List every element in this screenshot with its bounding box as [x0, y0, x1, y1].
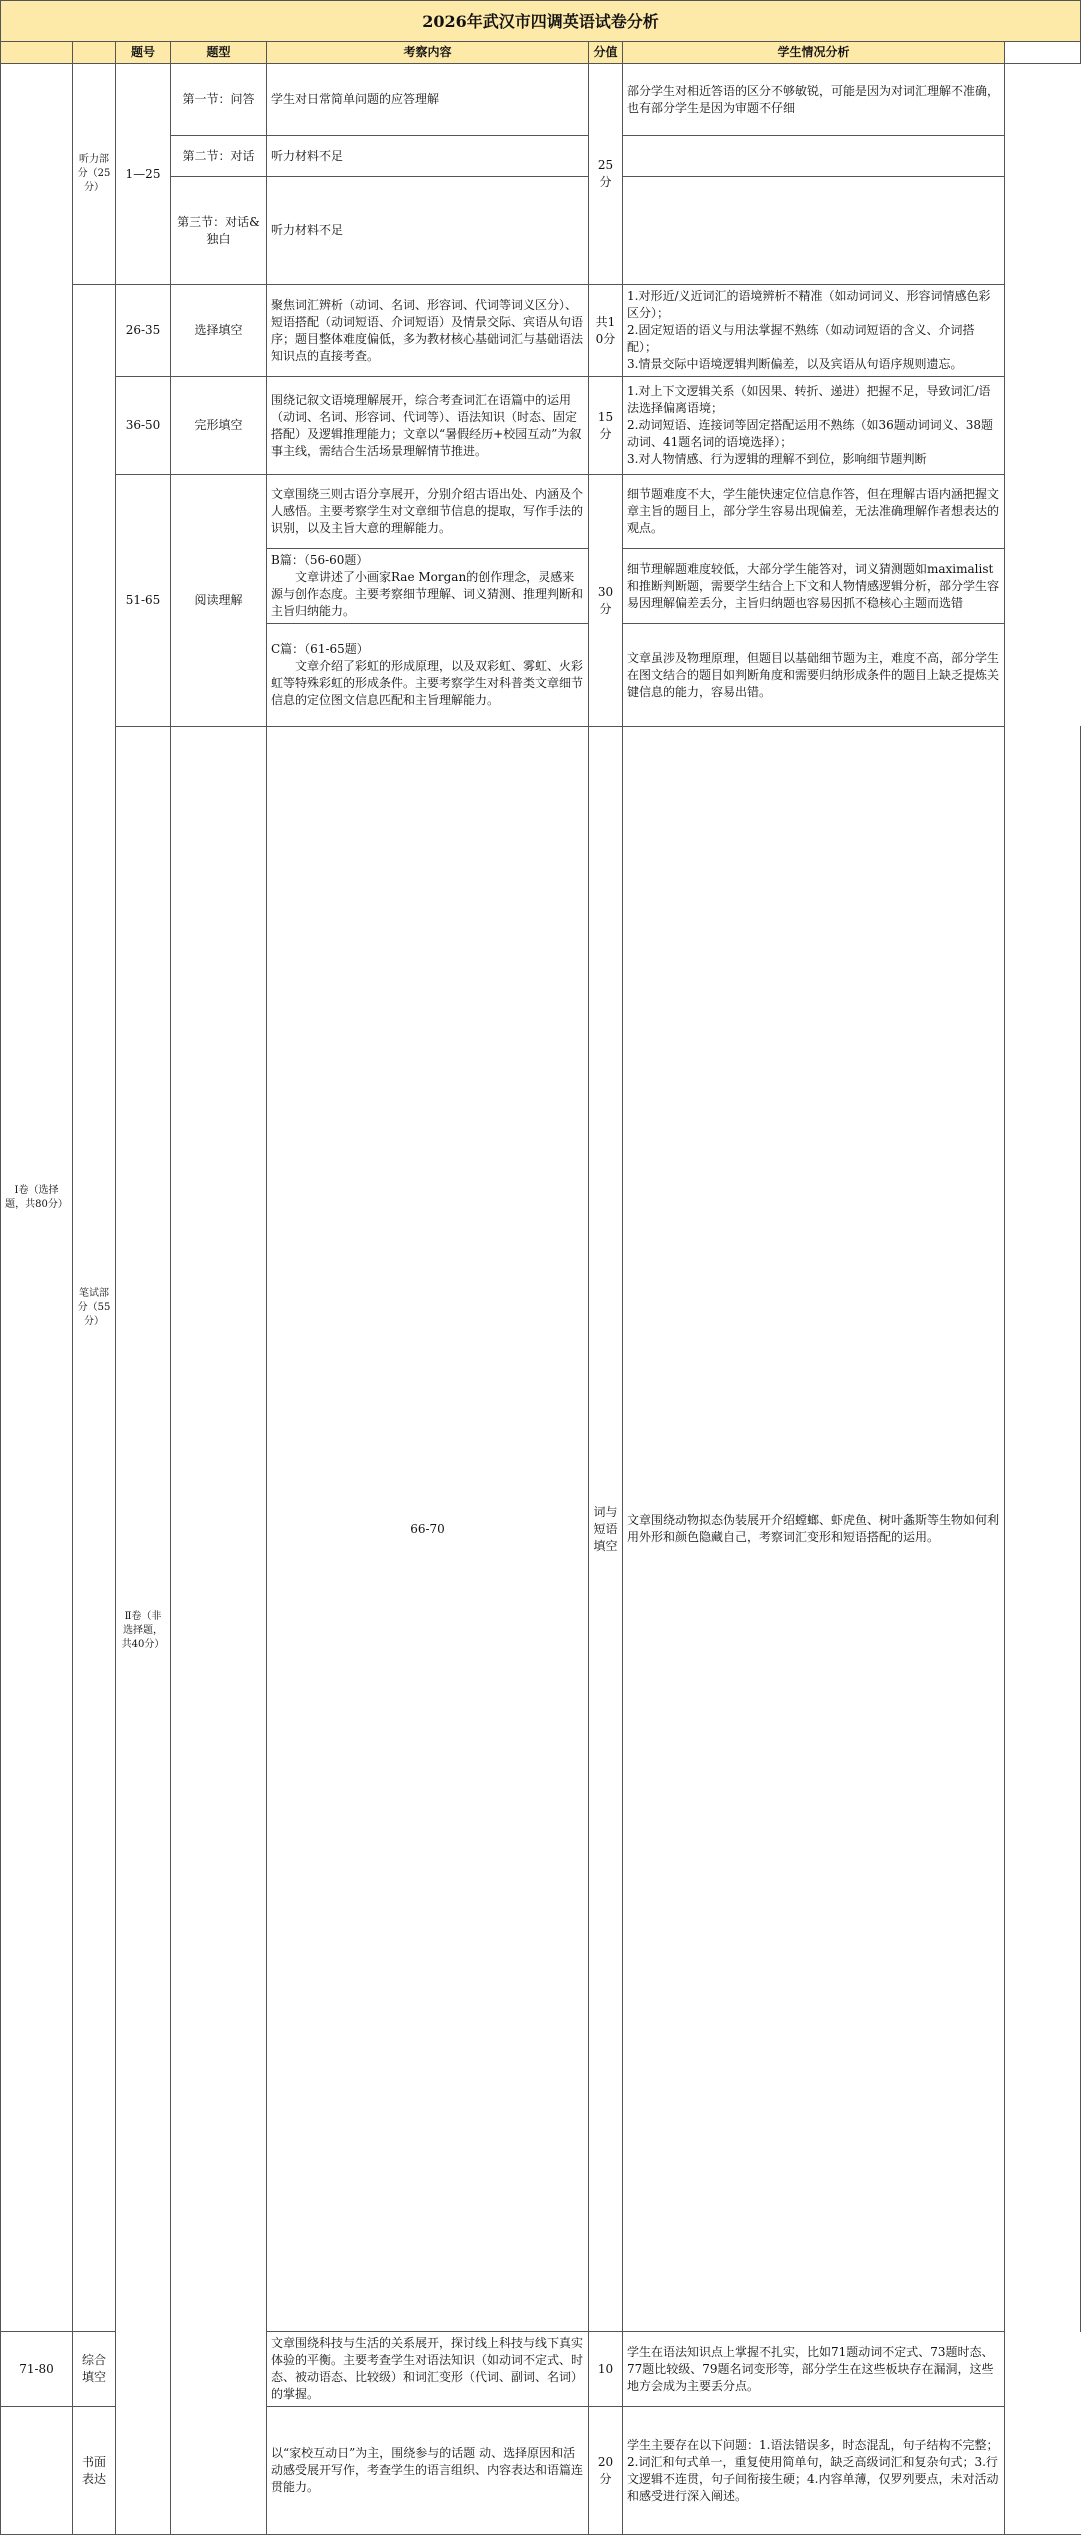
comp-content: 文章围绕科技与生活的关系展开，探讨线上科技与线下真实体验的平衡。主要考查学生对语法知识（如动词不定式、时态、被动语态、比较级）和词汇变形（代词、副词、名词）的掌握。	[267, 2332, 589, 2407]
reading-c-label: C篇：（61-65题）	[271, 642, 369, 656]
comp-score: 10	[589, 2332, 623, 2407]
listening-3-type: 第三节：对话&独白	[171, 177, 267, 285]
reading-b-content	[267, 549, 589, 624]
listening-2-type: 第二节：对话	[171, 136, 267, 177]
listening-2-content: 听力材料不足	[267, 136, 589, 177]
choice-num: 26-35	[116, 285, 171, 377]
listening-score: 25分	[589, 64, 623, 285]
reading-c-analysis: 文章虽涉及物理原理，但题目以基础细节题为主，难度不高，部分学生在图文结合的题目如判断角度和需要归纳形成条件的题目上缺乏提炼关键信息的能力，容易出错。	[623, 624, 1005, 727]
cloze-type: 完形填空	[171, 377, 267, 475]
header-analysis: 学生情况分析	[623, 42, 1005, 64]
comp-type: 综合填空	[73, 2332, 116, 2407]
reading-num: 51-65	[116, 475, 171, 727]
cloze-score: 15分	[589, 377, 623, 475]
header-type: 题型	[171, 42, 267, 64]
comp-analysis: 学生在语法知识点上掌握不扎实，比如71题动词不定式、73题时态、77题比较级、79题名词变形等，部分学生在这些板块存在漏洞，这些地方会成为主要丢分点。	[623, 2332, 1005, 2407]
choice-analysis: 1.对形近/义近词汇的语境辨析不精准（如动词词义、形容词情感色彩区分）； 2.固定短语的语义与用法掌握不熟练（如动词短语的含义、介词搭配）； 3.情景交际中语境逻辑判断偏差，以及宾语从句语序规则遗忘。	[623, 285, 1005, 377]
cloze-num: 36-50	[116, 377, 171, 475]
listening-3-content: 听力材料不足	[267, 177, 589, 285]
reading-a-content: 文章围绕三则古语分享展开，分别介绍古语出处、内涵及个人感悟。主要考察学生对文章细节信息的提取，写作手法的识别，以及主旨大意的理解能力。	[267, 475, 589, 549]
choice-score: 共10分	[589, 285, 623, 377]
vocab-content: 文章围绕动物拟态伪装展开介绍螳螂、虾虎鱼、树叶螽斯等生物如何利用外形和颜色隐藏自己，考察词汇变形和短语搭配的运用。	[623, 727, 1005, 2332]
reading-type: 阅读理解	[171, 475, 267, 727]
reading-b-label: B篇：（56-60题）	[271, 553, 369, 567]
right-blank-column	[1005, 64, 1081, 2535]
cloze-analysis: 1.对上下文逻辑关系（如因果、转折、递进）把握不足，导致词汇/语法选择偏离语境； 2.动词短语、连接词等固定搭配运用不熟练（如36题动词词义、38题动词、41题名词的语境选择）； 3.对人物情感、行为逻辑的理解不到位，影响细节题判断	[623, 377, 1005, 475]
listening-num: 1—25	[116, 64, 171, 285]
page-title: 2026年武汉市四调英语试卷分析	[1, 1, 1081, 42]
listening-1-type: 第一节：问答	[171, 64, 267, 136]
listening-label: 听力部分（25分）	[73, 64, 116, 285]
reading-c-text: 文章介绍了彩虹的形成原理，以及双彩虹、雾虹、火彩虹等特殊彩虹的形成条件。主要考察学生对科普类文章细节信息的定位图文信息匹配和主旨理解能力。	[271, 659, 584, 707]
listening-1-content: 学生对日常简单问题的应答理解	[267, 64, 589, 136]
reading-b-analysis: 细节理解题难度较低，大部分学生能答对，词义猜测题如maximalist和推断判断题，需要学生结合上下文和人物情感逻辑分析，部分学生容易因理解偏差丢分，主旨归纳题也容易因抓不稳核心主题而选错	[623, 549, 1005, 624]
paper2-blank	[171, 727, 267, 2535]
reading-a-analysis: 细节题难度不大，学生能快速定位信息作答，但在理解古语内涵把握文章主旨的题目上，部分学生容易出现偏差，无法准确理解作者想表达的观点。	[623, 475, 1005, 549]
vocab-type: 词与短语填空	[589, 727, 623, 2332]
listening-3-analysis	[623, 177, 1005, 285]
writing-label: 笔试部分（55分）	[73, 285, 116, 2332]
comp-num: 71-80	[1, 2332, 73, 2407]
header-blank-1	[1, 42, 73, 64]
header-num: 题号	[116, 42, 171, 64]
essay-content: 以“家校互动日”为主，围绕参与的话题 动、选择原因和活动感受展开写作，考查学生的语言组织、内容表达和语篇连贯能力。	[267, 2407, 589, 2535]
essay-analysis: 学生主要存在以下问题：1.语法错误多，时态混乱，句子结构不完整；2.词汇和句式单一，重复使用简单句，缺乏高级词汇和复杂句式；3.行文逻辑不连贯，句子间衔接生硬；4.内容单薄，仅罗列要点，未对活动和感受进行深入阐述。	[623, 2407, 1005, 2535]
header-blank-2	[73, 42, 116, 64]
choice-content: 聚焦词汇辨析（动词、名词、形容词、代词等词义区分）、短语搭配（动词短语、介词短语）及情景交际、宾语从句语序；题目整体难度偏低，多为教材核心基础词汇与基础语法知识点的直接考查。	[267, 285, 589, 377]
paper1-label: Ⅰ卷（选择题，共80分）	[1, 64, 73, 2332]
listening-2-analysis	[623, 136, 1005, 177]
header-content: 考察内容	[267, 42, 589, 64]
choice-type: 选择填空	[171, 285, 267, 377]
header-blank-3	[1005, 42, 1081, 64]
reading-b-text: 文章讲述了小画家Rae Morgan的创作理念，灵感来源与创作态度。主要考察细节理解、词义猜测、推理判断和主旨归纳能力。	[271, 570, 584, 618]
essay-score: 20分	[589, 2407, 623, 2535]
reading-c-content	[267, 624, 589, 727]
cloze-content: 围绕记叙文语境理解展开，综合考查词汇在语篇中的运用（动词、名词、形容词、代词等）、语法知识（时态、固定搭配）及逻辑推理能力；文章以“暑假经历+校园互动”为叙事主线，需结合生活场景理解情节推进。	[267, 377, 589, 475]
paper2-label: Ⅱ卷（非选择题，共40分）	[116, 727, 171, 2535]
listening-1-analysis: 部分学生对相近答语的区分不够敏锐，可能是因为对词汇理解不准确，也有部分学生是因为审题不仔细	[623, 64, 1005, 136]
essay-num	[1, 2407, 73, 2535]
vocab-num: 66-70	[267, 727, 589, 2332]
reading-score: 30分	[589, 475, 623, 727]
header-score: 分值	[589, 42, 623, 64]
essay-type: 书面表达	[73, 2407, 116, 2535]
